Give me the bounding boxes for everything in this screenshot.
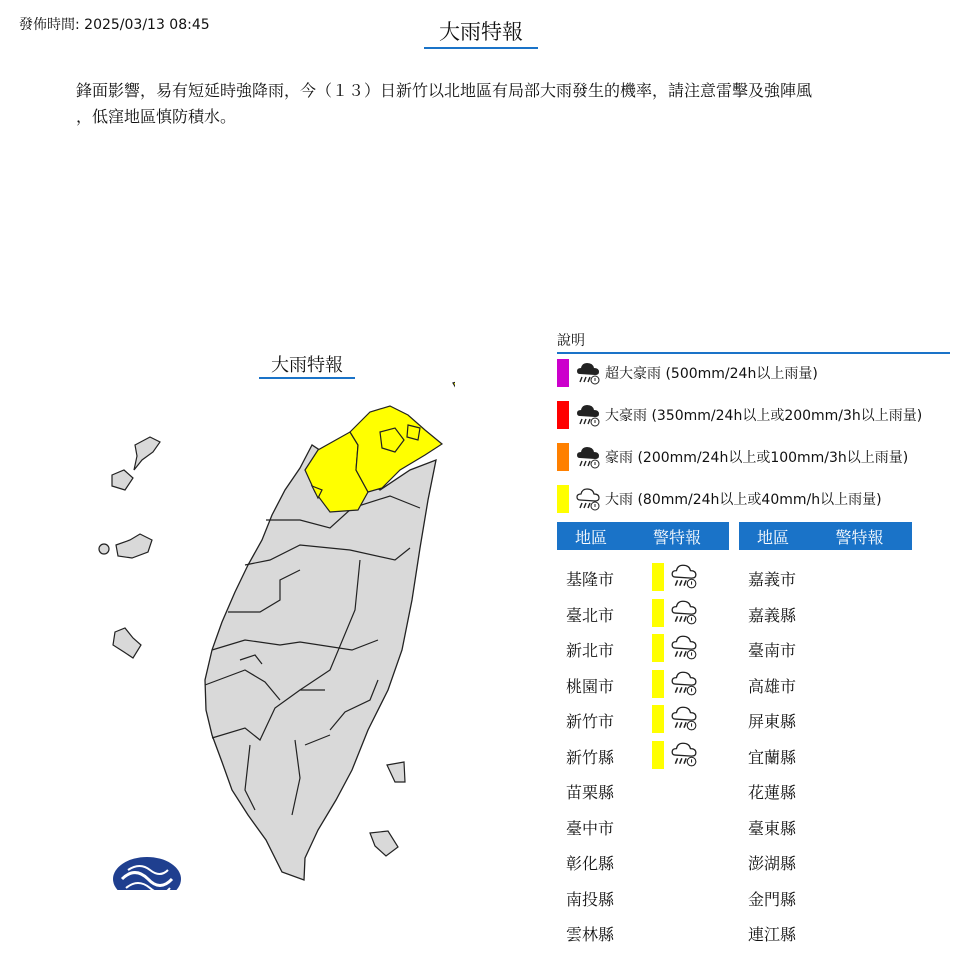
island-matsu-a: [116, 534, 152, 558]
warning-level-bar: [652, 634, 664, 662]
region-name: 嘉義市: [748, 570, 797, 589]
column-header-region: 地區: [574, 527, 607, 547]
table-header-right: [739, 522, 912, 550]
rain-icon: [575, 486, 601, 512]
legend-label: 大雨 (80mm/24h以上或40mm/h以上雨量): [605, 492, 882, 508]
region-name: 金門縣: [748, 889, 797, 909]
map-title: 大雨特報: [259, 351, 355, 379]
legend-swatch: [557, 359, 569, 387]
legend-item-extra-torrential: [557, 400, 922, 430]
island-orchid: [370, 831, 398, 856]
rain-icon: [670, 669, 698, 701]
legend-item-extreme-torrential: [557, 358, 818, 388]
legend-title: 說明: [557, 330, 950, 354]
warning-level-bar: [652, 563, 664, 591]
warning-level-bar: [652, 705, 664, 733]
column-header-region: 地區: [756, 527, 789, 547]
island-matsu-b: [99, 544, 109, 554]
table-header-left: [557, 522, 729, 550]
description-line-2: ，低窪地區慎防積水。: [76, 107, 237, 126]
storm-icon: [575, 360, 601, 386]
rain-icon: [670, 633, 698, 665]
cwa-logo-icon: [113, 857, 181, 890]
island-kinmen: [134, 437, 160, 470]
region-name: 苗栗縣: [566, 783, 615, 802]
legend-swatch: [557, 485, 569, 513]
warning-level-bar: [652, 741, 664, 769]
region-name: 嘉義縣: [748, 605, 797, 625]
publish-time: 發佈時間: 2025/03/13 08:45: [19, 17, 210, 33]
column-header-warning: 警特報: [652, 527, 701, 547]
region-name: 澎湖縣: [748, 854, 797, 873]
legend-item-torrential: [557, 442, 908, 472]
island-guishan: [453, 380, 455, 390]
region-name: 彰化縣: [566, 854, 615, 873]
warning-description: [76, 78, 906, 130]
region-name: 屏東縣: [748, 712, 797, 731]
legend-swatch: [557, 443, 569, 471]
region-name: 高雄市: [748, 676, 797, 696]
region-name: 臺東縣: [748, 818, 797, 838]
region-name: 連江縣: [748, 925, 797, 944]
taiwan-island: [205, 445, 436, 880]
legend-label: 大豪雨 (350mm/24h以上或200mm/3h以上雨量): [605, 408, 923, 424]
island-kinmen-small: [112, 470, 133, 490]
region-name: 臺北市: [566, 605, 615, 625]
island-penghu: [113, 628, 141, 658]
region-name: 雲林縣: [566, 925, 615, 944]
taiwan-map: [95, 370, 455, 890]
region-name: 南投縣: [566, 889, 615, 909]
rain-icon: [670, 598, 698, 630]
storm-icon: [575, 444, 601, 470]
legend-label: 超大豪雨 (500mm/24h以上雨量): [605, 366, 818, 382]
region-name: 桃園市: [566, 676, 615, 696]
region-keelung: [407, 425, 420, 440]
rain-icon: [670, 562, 698, 594]
column-header-warning: 警特報: [835, 527, 884, 547]
legend-label: 豪雨 (200mm/24h以上或100mm/3h以上雨量): [605, 450, 909, 466]
description-line-1: 鋒面影響，易有短延時強降雨，今（１３）日新竹以北地區有局部大雨發生的機率，請注意雷擊及強陣風: [76, 81, 813, 100]
region-name: 新竹縣: [566, 747, 615, 767]
storm-icon: [575, 402, 601, 428]
island-green: [387, 762, 405, 782]
region-name: 臺南市: [748, 641, 797, 660]
legend-item-heavy-rain: [557, 484, 882, 514]
region-name: 花蓮縣: [748, 783, 797, 802]
page-title: 大雨特報: [424, 16, 538, 49]
region-name: 基隆市: [566, 570, 615, 589]
warning-level-bar: [652, 599, 664, 627]
legend-swatch: [557, 401, 569, 429]
rain-icon: [670, 740, 698, 772]
region-name: 新北市: [566, 641, 615, 660]
region-name: 宜蘭縣: [748, 747, 797, 767]
region-name: 新竹市: [566, 712, 615, 731]
rain-icon: [670, 704, 698, 736]
region-name: 臺中市: [566, 818, 615, 838]
warning-level-bar: [652, 670, 664, 698]
